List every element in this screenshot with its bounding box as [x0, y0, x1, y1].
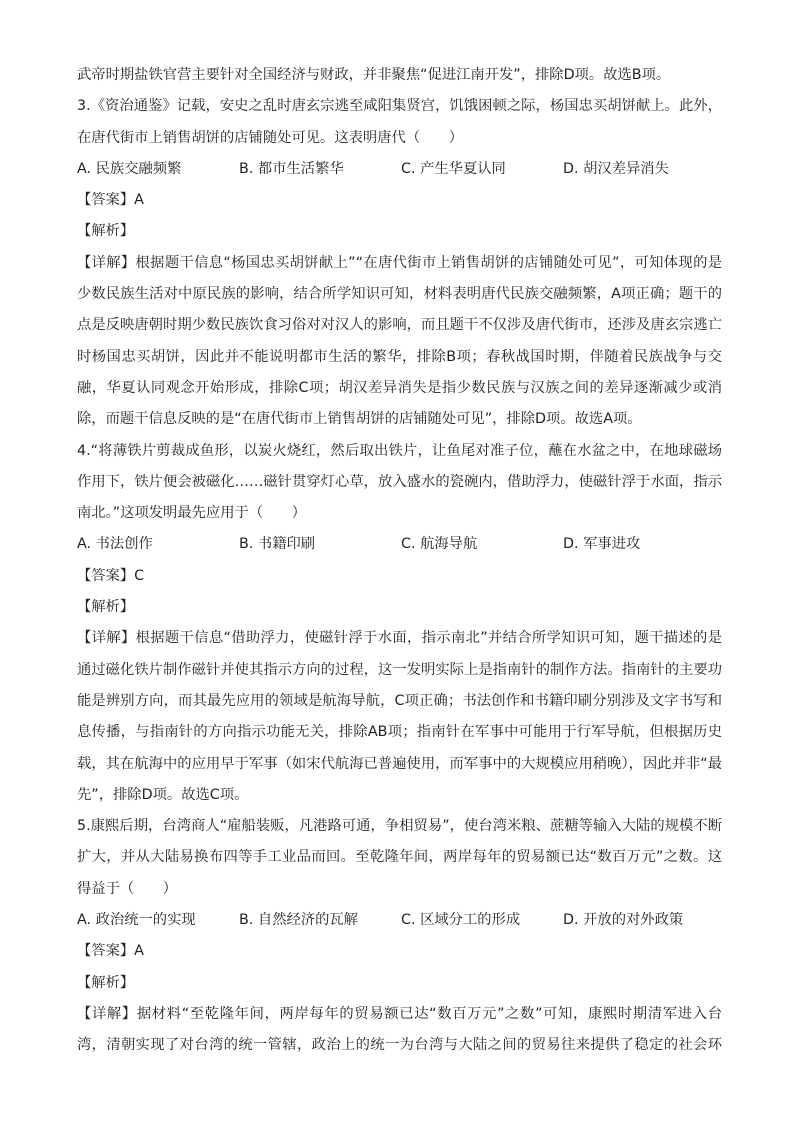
answer-label: 【答案】A	[77, 192, 144, 209]
option-b: B. 都市生活繁华	[239, 160, 344, 177]
option-d: D. 开放的对外政策	[563, 912, 684, 929]
explanation-line: 【详解】根据题干信息“杨国忠买胡饼献上”“在唐代街市上销售胡饼的店铺随处可见”，可知体现的是	[77, 254, 722, 271]
explanation-line: 除，而题干信息反映的是“在唐代街市上销售胡饼的店铺随处可见”，排除D项。故选A项。	[77, 411, 642, 428]
option-c: C. 产生华夏认同	[401, 160, 506, 177]
option-a: A. 民族交融频繁	[77, 160, 182, 177]
option-d: D. 军事进攻	[563, 536, 641, 553]
explanation-line: 融，华夏认同观念开始形成，排除C项；胡汉差异消失是指少数民族与汉族之间的差异逐渐减少或消	[77, 379, 722, 396]
explanation-line: 时杨国忠买胡饼，因此并不能说明都市生活的繁华，排除B项；春秋战国时期，伴随着民族战争与交	[77, 348, 722, 365]
question-3-stem-cont: 在唐代街市上销售胡饼的店铺随处可见。这表明唐代（ ）	[77, 129, 464, 146]
document-body	[77, 60, 722, 1062]
option-c: C. 航海导航	[401, 536, 478, 553]
explanation-line: 点是反映唐朝时期少数民族饮食习俗对对汉人的影响，而且题干不仅涉及唐代街市，还涉及唐玄宗逃亡	[77, 317, 722, 334]
option-a: A. 政治统一的实现	[77, 912, 196, 929]
option-c: C. 区域分工的形成	[401, 912, 521, 929]
option-a: A. 书法创作	[77, 536, 153, 553]
explanation-line: 息传播，与指南针的方向指示功能无关，排除AB项；指南针在军事中可能用于行军导航，但根据历史	[77, 724, 722, 741]
question-4-options	[77, 529, 722, 560]
answer-label: 【答案】A	[77, 943, 144, 960]
question-4-stem-cont: 南北。”这项发明最先应用于（ ）	[77, 505, 307, 522]
answer-label: 【答案】C	[77, 567, 145, 584]
analysis-label: 【解析】	[77, 599, 135, 616]
question-3-options	[77, 154, 722, 185]
explanation-line: 能是辨别方向，而其最先应用的领域是航海导航，C项正确；书法创作和书籍印刷分别涉及文字书写和	[77, 692, 722, 709]
question-4-stem-cont: 作用下，铁片便会被磁化……磁针贯穿灯心草，放入盛水的瓷碗内，借助浮力，使磁针浮于水面，指示	[77, 473, 722, 490]
explanation-line: 先”，排除D项。故选C项。	[77, 786, 249, 803]
question-4-stem: 4.“将薄铁片剪裁成鱼形，以炭火烧红，然后取出铁片，让鱼尾对准子位，蘸在水盆之中，在地球磁场	[77, 442, 722, 459]
analysis-label: 【解析】	[77, 974, 135, 991]
explanation-line: 通过磁化铁片制作磁针并使其指示方向的过程，这一发明实际上是指南针的制作方法。指南针的主要功	[77, 661, 722, 678]
explanation-line: 【详解】根据题干信息“借助浮力，使磁针浮于水面，指示南北”并结合所学知识可知，题干描述的是	[77, 630, 722, 647]
explanation-line: 少数民族生活对中原民族的影响，结合所学知识可知，材料表明唐代民族交融频繁，A项正确；题干的	[77, 286, 722, 303]
explanation-line: 湾，清朝实现了对台湾的统一管辖，政治上的统一为台湾与大陆之间的贸易往来提供了稳定的社会环	[77, 1037, 722, 1054]
question-3-stem: 3.《资治通鉴》记载，安史之乱时唐玄宗逃至咸阳集贤宫，饥饿困顿之际，杨国忠买胡饼献上。此外，	[77, 98, 722, 115]
option-b: B. 自然经济的瓦解	[239, 912, 358, 929]
option-d: D. 胡汉差异消失	[563, 160, 669, 177]
option-b: B. 书籍印刷	[239, 536, 316, 553]
explanation-line: 载，其在航海中的应用早于军事（如宋代航海已普遍使用，而军事中的大规模应用稍晚），因此并非“最	[77, 755, 722, 772]
explanation-line: 【详解】据材料“至乾隆年间，两岸每年的贸易额已达“数百万元”之数”可知，康熙时期清军进入台	[77, 1005, 722, 1022]
question-5-options	[77, 905, 722, 936]
question-5-stem-cont: 扩大，并从大陆易换布四等手工业品而回。至乾隆年间，两岸每年的贸易额已达“数百万元”之数。这	[77, 849, 722, 866]
text-line: 武帝时期盐铁官营主要针对全国经济与财政，并非聚焦“促进江南开发”，排除D项。故选B项。	[77, 67, 671, 83]
analysis-label: 【解析】	[77, 223, 135, 240]
question-5-stem-cont: 得益于（ ）	[77, 880, 178, 897]
question-5-stem: 5.康熙后期，台湾商人“雇船装贩，凡港路可通，争相贸易”，使台湾米粮、蔗糖等输入大陆的规模不断	[77, 818, 722, 835]
